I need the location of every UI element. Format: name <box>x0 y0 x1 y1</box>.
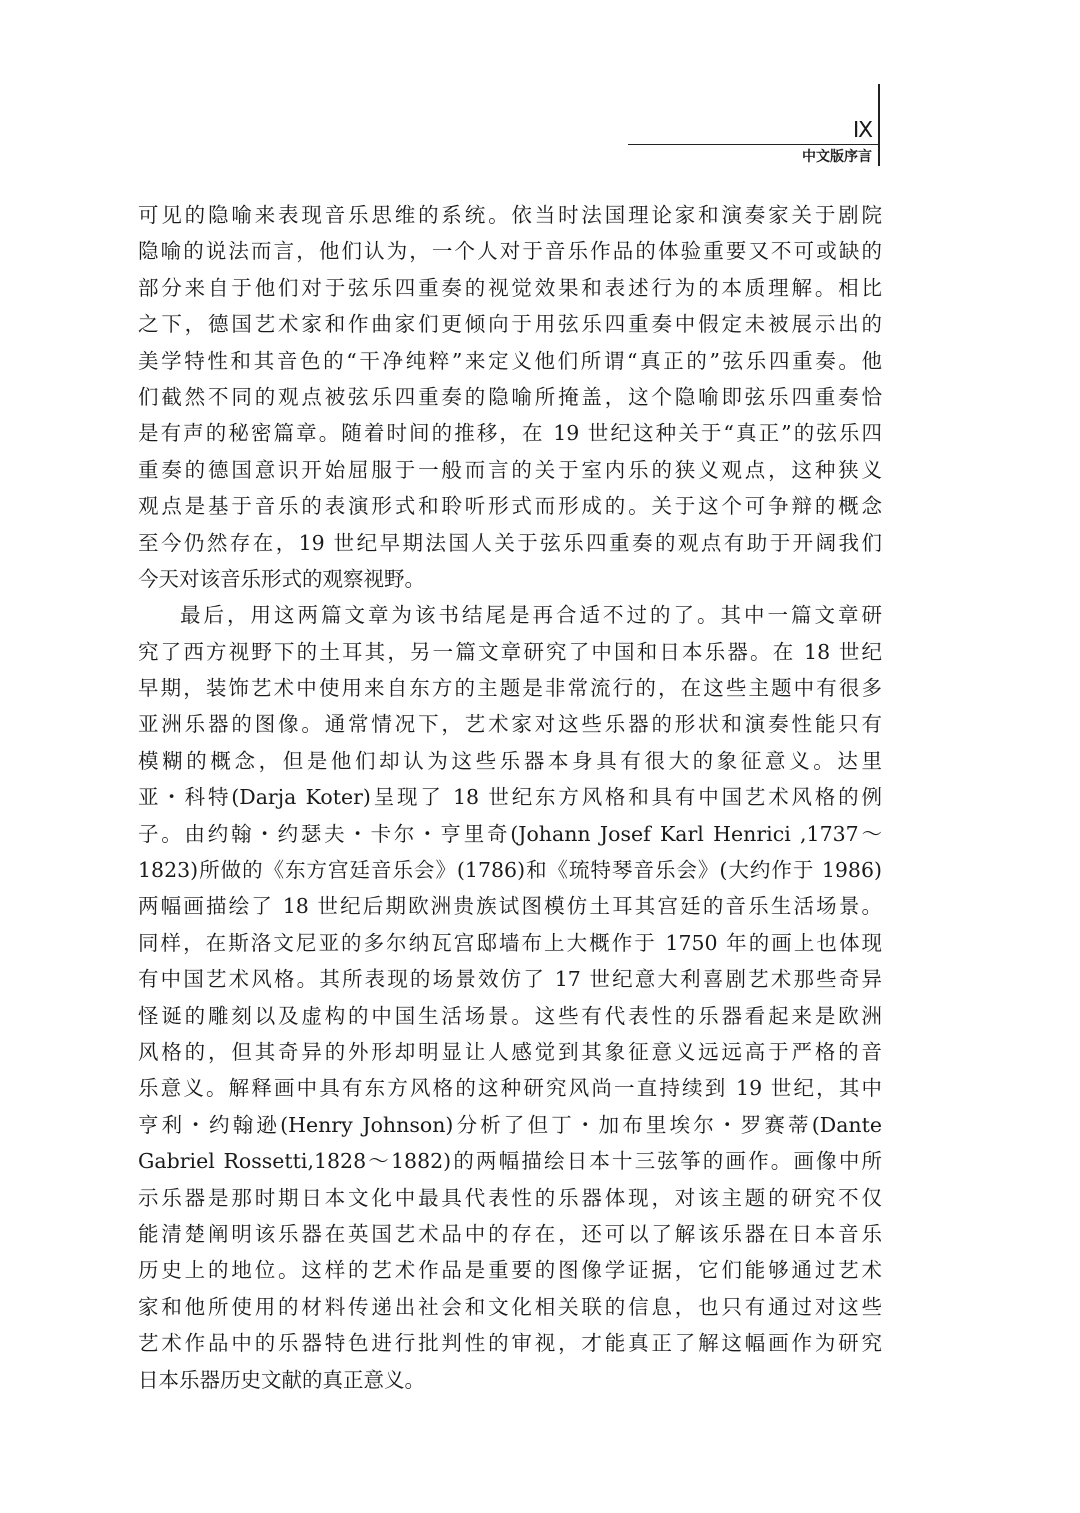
text-line: 乐意义。解释画中具有东方风格的这种研究风尚一直持续到 19 世纪，其中 <box>138 1076 882 1101</box>
text-line: 最后，用这两篇文章为该书结尾是再合适不过的了。其中一篇文章研 <box>180 603 882 628</box>
text-line: 隐喻的说法而言，他们认为，一个人对于音乐作品的体验重要又不可或缺的 <box>138 239 882 264</box>
text-line: 有中国艺术风格。其所表现的场景效仿了 17 世纪意大利喜剧艺术那些奇异 <box>138 967 882 992</box>
text-line: 观点是基于音乐的表演形式和聆听形式而形成的。关于这个可争辩的概念 <box>138 494 882 519</box>
paragraph <box>138 597 882 1398</box>
body-text <box>138 197 882 1398</box>
text-line: 历史上的地位。这样的艺术作品是重要的图像学证据，它们能够通过艺术 <box>138 1258 882 1283</box>
text-line: 同样，在斯洛文尼亚的多尔纳瓦宫邸墙布上大概作于 1750 年的画上也体现 <box>138 930 882 955</box>
text-line: 美学特性和其音色的“干净纯粹”来定义他们所谓“真正的”弦乐四重奏。他 <box>138 348 882 373</box>
text-line: 之下，德国艺术家和作曲家们更倾向于用弦乐四重奏中假定未被展示出的 <box>138 312 882 337</box>
text-line: 可见的隐喻来表现音乐思维的系统。依当时法国理论家和演奏家关于剧院 <box>138 203 882 227</box>
text-line: 至今仍然存在，19 世纪早期法国人关于弦乐四重奏的观点有助于开阔我们 <box>138 530 882 555</box>
text-line: 1823)所做的《东方宫廷音乐会》(1786)和《琉特琴音乐会》(大约作于 1986) <box>138 858 882 883</box>
text-line: 日本乐器历史文献的真正意义。 <box>138 1367 425 1392</box>
text-line: 能清楚阐明该乐器在英国艺术品中的存在，还可以了解该乐器在日本音乐 <box>138 1221 882 1246</box>
text-line: 模糊的概念，但是他们却认为这些乐器本身具有很大的象征意义。达里 <box>138 748 882 773</box>
text-line: 亚・科特(Darja Koter)呈现了 18 世纪东方风格和具有中国艺术风格的例 <box>138 785 882 810</box>
text-line: 子。由约翰・约瑟夫・卡尔・亨里奇(Johann Josef Karl Henrici ,1737～ <box>138 821 882 846</box>
text-line: 亚洲乐器的图像。通常情况下，艺术家对这些乐器的形状和演奏性能只有 <box>138 712 882 737</box>
header-vertical-rule <box>878 84 880 166</box>
text-line: 两幅画描绘了 18 世纪后期欧洲贵族试图模仿土耳其宫廷的音乐生活场景。 <box>138 894 882 919</box>
text-line: 怪诞的雕刻以及虚构的中国生活场景。这些有代表性的乐器看起来是欧洲 <box>138 1003 882 1028</box>
text-line: 重奏的德国意识开始屈服于一般而言的关于室内乐的狭义观点，这种狭义 <box>138 457 882 482</box>
page-number: Ⅸ <box>852 117 872 142</box>
text-line: 部分来自于他们对于弦乐四重奏的视觉效果和表述行为的本质理解。相比 <box>138 275 882 300</box>
text-line: 艺术作品中的乐器特色进行批判性的审视，才能真正了解这幅画作为研究 <box>138 1331 882 1356</box>
text-line: 示乐器是那时期日本文化中最具代表性的乐器体现，对该主题的研究不仅 <box>138 1185 882 1210</box>
text-line: 们截然不同的观点被弦乐四重奏的隐喻所掩盖，这个隐喻即弦乐四重奏恰 <box>138 384 882 409</box>
running-head: 中文版序言 <box>802 149 872 165</box>
text-line: 亨利・约翰逊(Henry Johnson)分析了但丁・加布里埃尔・罗赛蒂(Dante <box>138 1112 882 1137</box>
page-header <box>628 84 880 166</box>
text-line: 家和他所使用的材料传递出社会和文化相关联的信息，也只有通过对这些 <box>138 1294 882 1319</box>
text-line: 究了西方视野下的土耳其，另一篇文章研究了中国和日本乐器。在 18 世纪 <box>138 639 882 664</box>
text-line: Gabriel Rossetti,1828～1882)的两幅描绘日本十三弦筝的画作。画像中所 <box>138 1149 882 1174</box>
text-line: 风格的，但其奇异的外形却明显让人感觉到其象征意义远远高于严格的音 <box>138 1039 882 1064</box>
text-line: 今天对该音乐形式的观察视野。 <box>138 566 425 591</box>
paragraph <box>138 197 882 597</box>
header-horizontal-rule <box>628 144 880 145</box>
text-line: 早期，装饰艺术中使用来自东方的主题是非常流行的，在这些主题中有很多 <box>138 676 882 701</box>
text-line: 是有声的秘密篇章。随着时间的推移，在 19 世纪这种关于“真正”的弦乐四 <box>138 421 882 446</box>
